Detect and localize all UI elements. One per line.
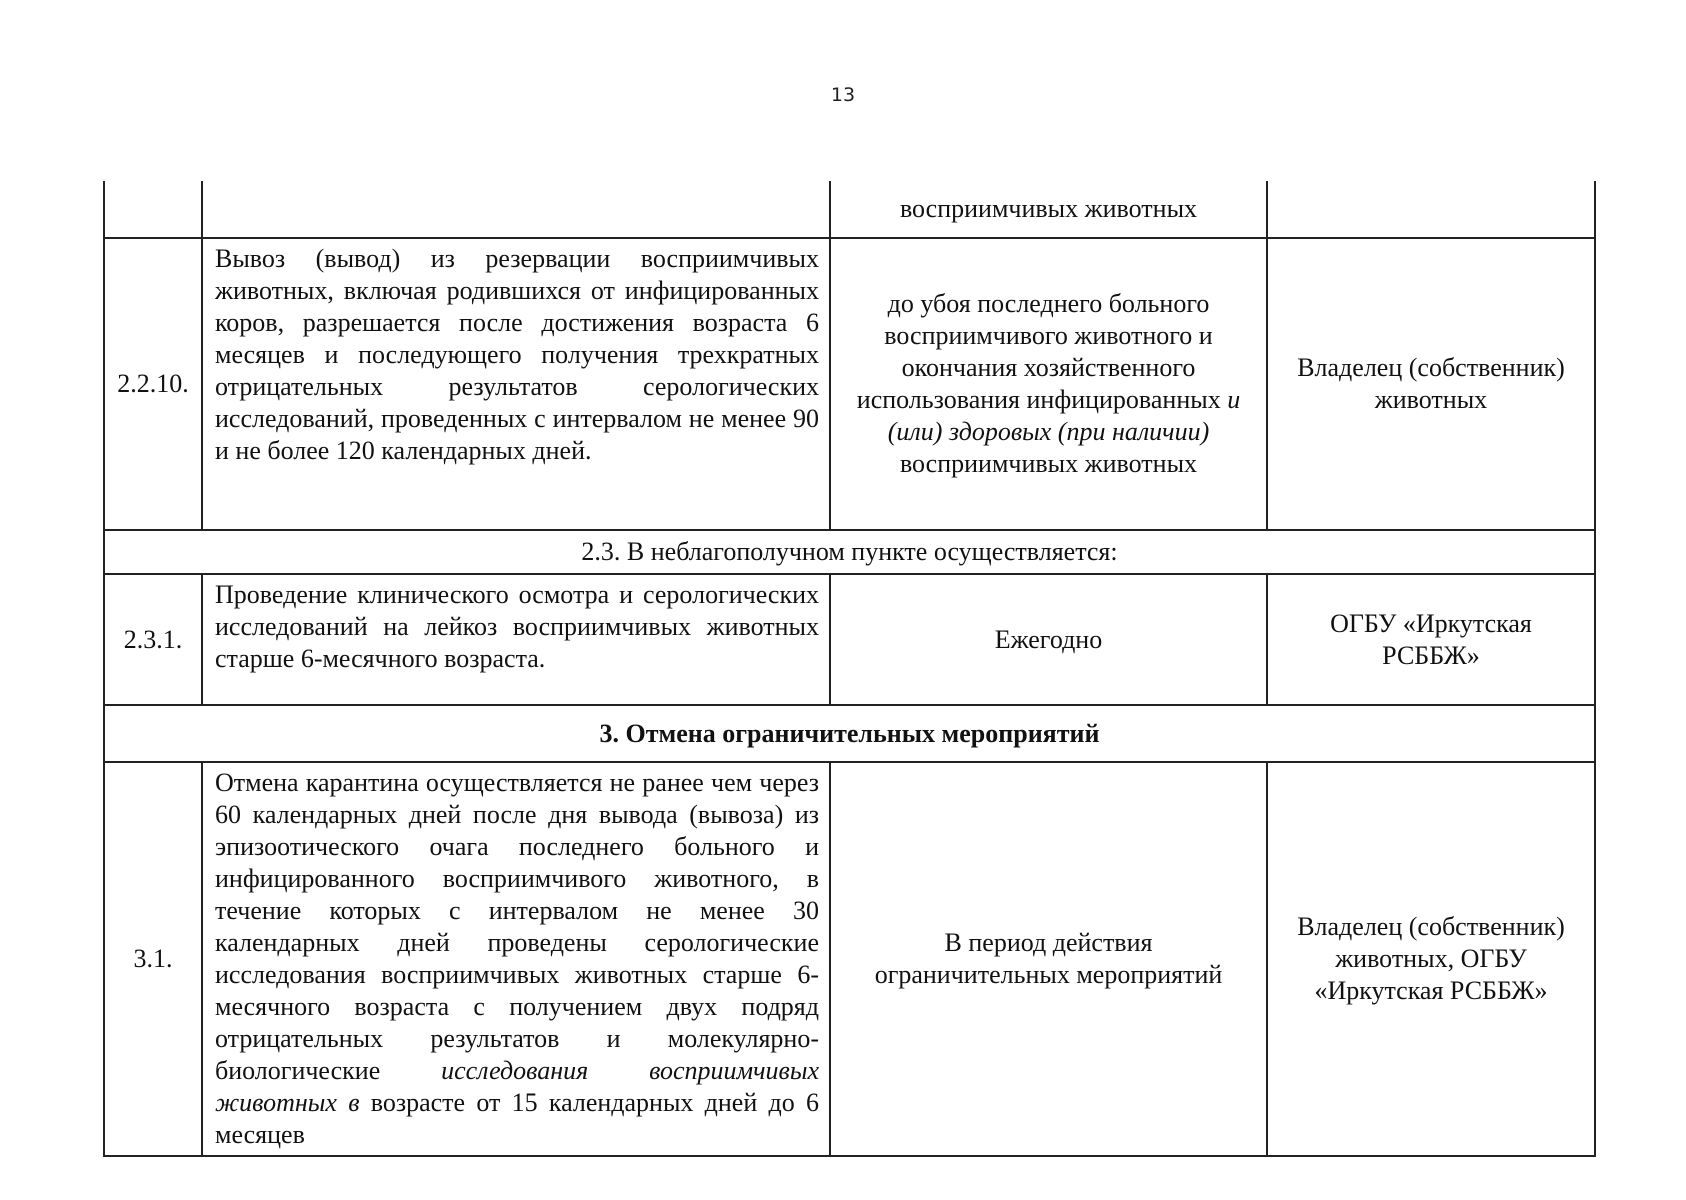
cell-number [104, 181, 202, 238]
cell-responsible: Владелец (собственник) животных [1267, 238, 1595, 530]
cell-term: В период действия ограничительных мероприятий [830, 762, 1267, 1156]
page-number: 13 [830, 84, 856, 106]
cell-responsible: ОГБУ «Иркутская РСББЖ» [1267, 574, 1595, 705]
description-text: Отмена карантина осуществляется не ранее чем через 60 календарных дней после дня вывода (вывоза) из эпизоотического очага последнего больного и инфицированного восприимчивого животного, в течение которых с интервалом не менее 30 календарных дней проведены серологические исследования восприимчивых животных старше 6-месячного возраста с получением двух подряд отрицательных результатов и молекулярно-биологические [215, 768, 819, 1085]
cell-term [830, 238, 1267, 530]
cell-description [202, 181, 830, 238]
cell-number: 3.1. [104, 762, 202, 1156]
table-row-continuation [104, 181, 1595, 238]
cell-description [202, 762, 830, 1156]
section-row-2-3 [104, 530, 1595, 574]
description-italic-text: исследования восприимчивых животных в [215, 1056, 819, 1117]
cell-number: 2.2.10. [104, 238, 202, 530]
term-text: до убоя последнего больного восприимчивого животного и окончания хозяйственного использования инфицированных [856, 289, 1228, 414]
section-row-3 [104, 705, 1595, 762]
term-italic-text: и (или) здоровых (при наличии) [887, 385, 1241, 446]
section-title: 3. Отмена ограничительных мероприятий [104, 705, 1595, 762]
cell-responsible [1267, 181, 1595, 238]
table-row-2-2-10 [104, 238, 1595, 530]
cell-number: 2.3.1. [104, 574, 202, 705]
section-title: 2.3. В неблагополучном пункте осуществляется: [104, 530, 1595, 574]
table-row-2-3-1 [104, 574, 1595, 705]
cell-responsible: Владелец (собственник) животных, ОГБУ «Иркутская РСББЖ» [1267, 762, 1595, 1156]
cell-description: Проведение клинического осмотра и серологических исследований на лейкоз восприимчивых животных старше 6-месячного возраста. [202, 574, 830, 705]
table-row-3-1 [104, 762, 1595, 1156]
measures-table [103, 181, 1596, 1157]
description-text-end: возрасте от 15 календарных дней до 6 месяцев [215, 1088, 819, 1149]
cell-term: Ежегодно [830, 574, 1267, 705]
term-text-end: восприимчивых животных [899, 449, 1198, 478]
cell-term: восприимчивых животных [830, 181, 1267, 238]
cell-description: Вывоз (вывод) из резервации восприимчивых животных, включая родившихся от инфицированных коров, разрешается после достижения возраста 6 месяцев и последующего получения трехкратных отрицательных результатов серологических исследований, проведенных с интервалом не менее 90 и не более 120 календарных дней. [202, 238, 830, 530]
